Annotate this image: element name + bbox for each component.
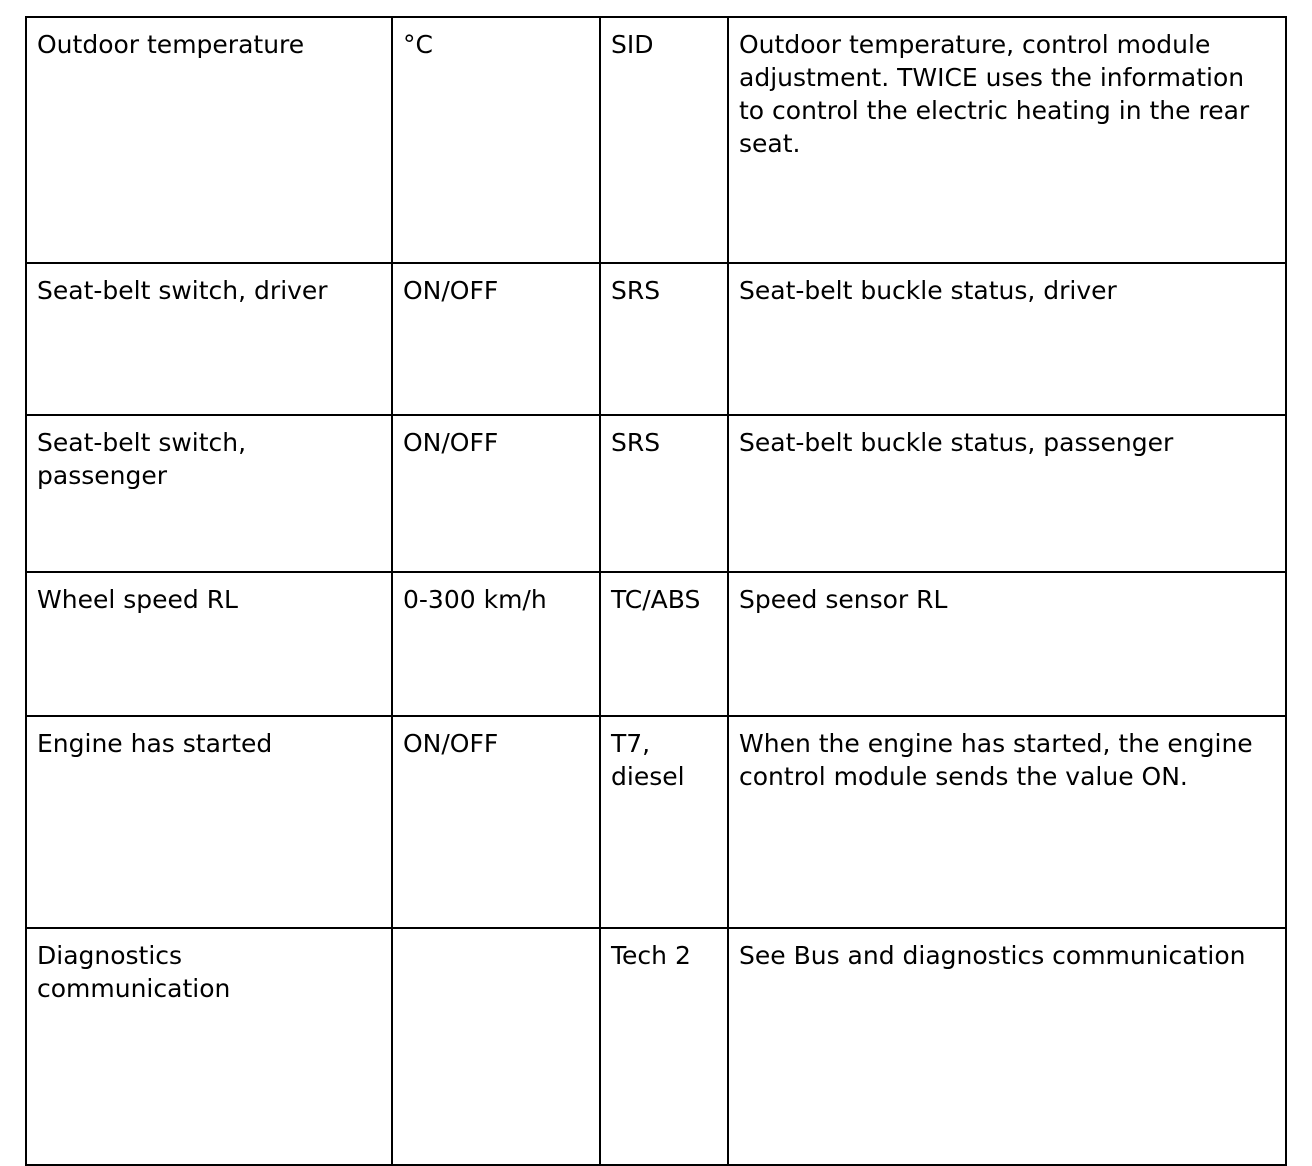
cell-module: T7, diesel <box>600 716 728 928</box>
cell-description: Speed sensor RL <box>728 572 1286 716</box>
cell-description: Seat-belt buckle status, driver <box>728 263 1286 415</box>
cell-module: Tech 2 <box>600 928 728 1165</box>
cell-unit: ON/OFF <box>392 716 600 928</box>
cell-unit <box>392 928 600 1165</box>
cell-unit: ON/OFF <box>392 415 600 572</box>
cell-signal: Outdoor temperature <box>26 17 392 263</box>
cell-unit: °C <box>392 17 600 263</box>
cell-signal: Seat-belt switch, driver <box>26 263 392 415</box>
cell-module: SID <box>600 17 728 263</box>
cell-signal: Wheel speed RL <box>26 572 392 716</box>
cell-unit: ON/OFF <box>392 263 600 415</box>
cell-unit: 0-300 km/h <box>392 572 600 716</box>
table-row <box>26 572 1286 716</box>
cell-description: Outdoor temperature, control module adjustment. TWICE uses the information to control the electric heating in the rear seat. <box>728 17 1286 263</box>
cell-module: TC/ABS <box>600 572 728 716</box>
signal-table <box>25 16 1287 1166</box>
table-row <box>26 716 1286 928</box>
cell-module: SRS <box>600 415 728 572</box>
cell-signal: Diagnostics communication <box>26 928 392 1165</box>
cell-signal: Engine has started <box>26 716 392 928</box>
cell-description: See Bus and diagnostics communication <box>728 928 1286 1165</box>
cell-description: When the engine has started, the engine control module sends the value ON. <box>728 716 1286 928</box>
table-row <box>26 415 1286 572</box>
cell-description: Seat-belt buckle status, passenger <box>728 415 1286 572</box>
cell-signal: Seat-belt switch, passenger <box>26 415 392 572</box>
cell-module: SRS <box>600 263 728 415</box>
table-row <box>26 17 1286 263</box>
table-row <box>26 263 1286 415</box>
table-row <box>26 928 1286 1165</box>
